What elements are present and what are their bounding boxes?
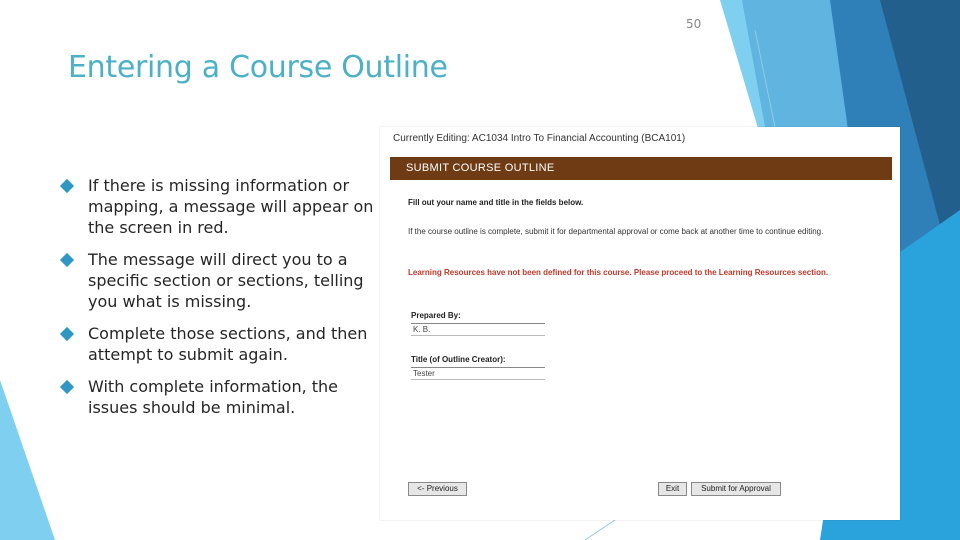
bullet-text: With complete information, the issues should be minimal. xyxy=(88,377,339,417)
submit-for-approval-button[interactable]: Submit for Approval xyxy=(691,482,781,496)
title-label: Title (of Outline Creator): xyxy=(411,355,506,364)
diamond-bullet-icon xyxy=(60,380,74,394)
instructions-text: Fill out your name and title in the fields below. xyxy=(408,198,584,207)
diamond-bullet-icon xyxy=(60,253,74,267)
prepared-by-label: Prepared By: xyxy=(411,311,461,320)
exit-button[interactable]: Exit xyxy=(658,482,687,496)
bullet-item xyxy=(62,249,377,312)
bullet-item xyxy=(62,376,377,418)
bullet-text: Complete those sections, and then attempt to submit again. xyxy=(88,324,368,364)
prepared-by-input[interactable] xyxy=(411,323,545,336)
currently-editing-label: Currently Editing: AC1034 Intro To Financial Accounting (BCA101) xyxy=(393,133,686,144)
deco-bottom-left-triangle xyxy=(0,380,55,540)
slide-title: Entering a Course Outline xyxy=(68,50,448,85)
error-message: Learning Resources have not been defined for this course. Please proceed to the Learning Resources section. xyxy=(408,268,829,277)
bullet-item xyxy=(62,323,377,365)
bullet-text: The message will direct you to a specific section or sections, telling you what is missing. xyxy=(88,250,364,311)
submit-outline-banner xyxy=(390,157,892,180)
diamond-bullet-icon xyxy=(60,179,74,193)
bullet-text: If there is missing information or mapping, a message will appear on the screen in red. xyxy=(88,176,374,237)
previous-button[interactable]: <- Previous xyxy=(408,482,467,496)
deco-line-bottom xyxy=(585,520,615,540)
submit-outline-screenshot xyxy=(380,127,900,520)
slide-number: 50 xyxy=(686,17,702,31)
complete-message: If the course outline is complete, submit it for departmental approval or come back at another time to continue editing. xyxy=(408,227,824,236)
bullet-list xyxy=(62,175,377,429)
diamond-bullet-icon xyxy=(60,327,74,341)
bullet-item xyxy=(62,175,377,238)
title-input[interactable] xyxy=(411,367,545,380)
banner-title: SUBMIT COURSE OUTLINE xyxy=(406,162,555,174)
